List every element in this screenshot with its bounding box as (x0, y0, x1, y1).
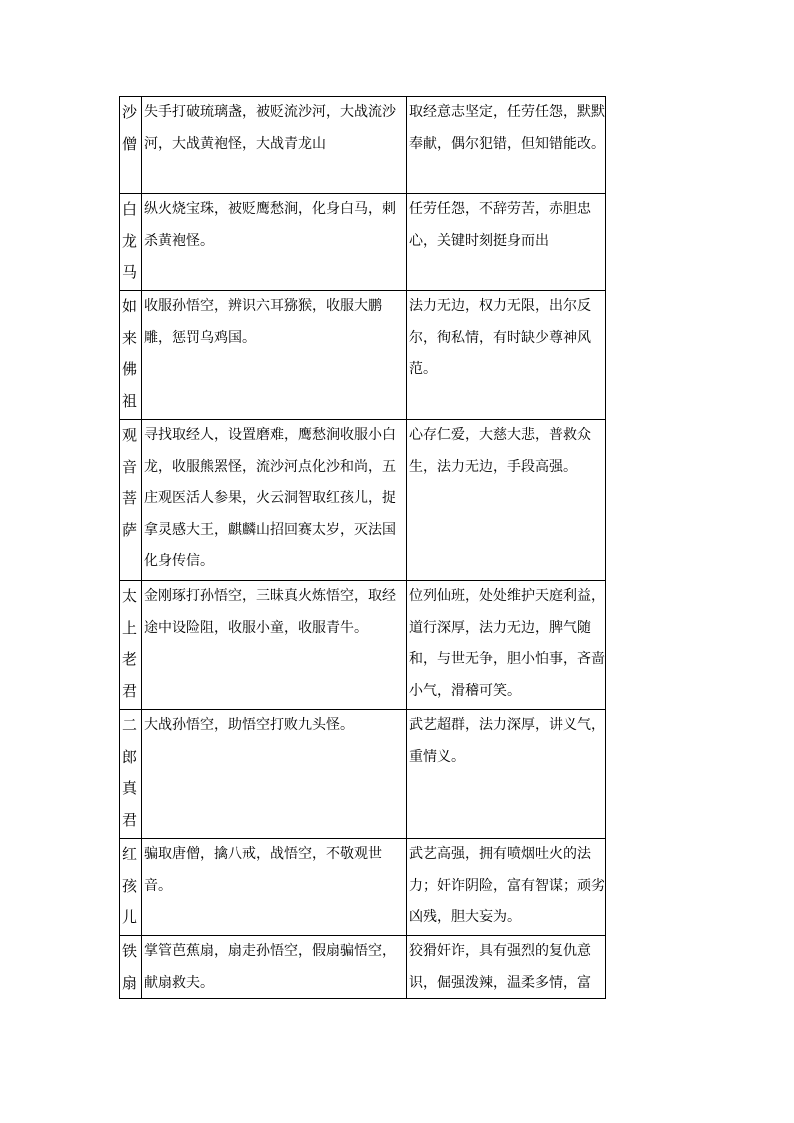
character-name: 铁扇 (122, 942, 138, 992)
character-name: 观音菩萨 (122, 426, 138, 539)
traits-text: 武艺高强，拥有喷烟吐火的法力；奸诈阴险，富有智谋；顽劣凶残，胆大妄为。 (409, 846, 605, 926)
character-name-cell (120, 194, 142, 291)
character-name-cell (120, 936, 142, 999)
deeds-text: 大战孙悟空，助悟空打败九头怪。 (144, 717, 354, 733)
character-name-cell (120, 291, 142, 420)
deeds-text: 失手打破琉璃盏，被贬流沙河，大战流沙河，大战黄袍怪，大战青龙山 (144, 104, 396, 152)
traits-cell (407, 581, 606, 710)
character-name: 太上老君 (122, 587, 138, 700)
deeds-cell (142, 194, 407, 291)
deeds-text: 金刚琢打孙悟空，三昧真火炼悟空，取经途中设险阻，收服小童，收服青牛。 (144, 588, 396, 636)
character-name-cell (120, 420, 142, 581)
deeds-text: 掌管芭蕉扇，扇走孙悟空，假扇骗悟空，献扇救夫。 (144, 943, 396, 991)
deeds-cell (142, 710, 407, 839)
character-name: 如来佛祖 (122, 297, 138, 410)
deeds-cell (142, 936, 407, 999)
character-name-cell (120, 97, 142, 194)
character-name: 白龙马 (122, 200, 138, 282)
deeds-text: 收服孙悟空，辨识六耳猕猴，收服大鹏雕，惩罚乌鸡国。 (144, 298, 382, 346)
traits-cell (407, 936, 606, 999)
character-table (119, 96, 606, 999)
traits-text: 位列仙班，处处维护天庭利益，道行深厚，法力无边，脾气随和，与世无争，胆小怕事，吝啬小气，滑稽可笑。 (409, 588, 605, 699)
traits-cell (407, 420, 606, 581)
table-row (120, 194, 606, 291)
traits-cell (407, 291, 606, 420)
traits-cell (407, 97, 606, 194)
traits-text: 取经意志坚定，任劳任怨，默默奉献，偶尔犯错，但知错能改。 (409, 104, 605, 152)
traits-text: 任劳任怨，不辞劳苦，赤胆忠心，关键时刻挺身而出 (409, 201, 591, 249)
character-name: 红孩儿 (122, 845, 138, 927)
table-row (120, 97, 606, 194)
table-row (120, 936, 606, 999)
deeds-cell (142, 581, 407, 710)
deeds-text: 骗取唐僧，擒八戒，战悟空，不敬观世音。 (144, 846, 382, 894)
traits-text: 狡猾奸诈，具有强烈的复仇意识，倔强泼辣，温柔多情，富 (409, 943, 591, 991)
traits-cell (407, 194, 606, 291)
character-name-cell (120, 710, 142, 839)
traits-cell (407, 710, 606, 839)
deeds-text: 寻找取经人，设置磨难，鹰愁涧收服小白龙，收服熊罴怪，流沙河点化沙和尚，五庄观医活人参果，火云洞智取红孩儿，捉拿灵感大王，麒麟山招回赛太岁，灭法国化身传信。 (144, 427, 396, 570)
table-row (120, 420, 606, 581)
character-name: 沙僧 (122, 103, 138, 153)
table-row (120, 291, 606, 420)
character-name: 二郎真君 (122, 716, 138, 829)
traits-text: 心存仁爱，大慈大悲，普救众生，法力无边，手段高强。 (409, 427, 591, 475)
table-row (120, 710, 606, 839)
table-row (120, 581, 606, 710)
deeds-cell (142, 839, 407, 936)
deeds-text: 纵火烧宝珠，被贬鹰愁涧，化身白马，刺杀黄袍怪。 (144, 201, 396, 249)
traits-text: 武艺超群，法力深厚，讲义气，重情义。 (409, 717, 605, 765)
table-row (120, 839, 606, 936)
character-name-cell (120, 581, 142, 710)
deeds-cell (142, 97, 407, 194)
deeds-cell (142, 291, 407, 420)
traits-cell (407, 839, 606, 936)
traits-text: 法力无边，权力无限，出尔反尔，徇私情，有时缺少尊神风范。 (409, 298, 591, 378)
character-name-cell (120, 839, 142, 936)
deeds-cell (142, 420, 407, 581)
